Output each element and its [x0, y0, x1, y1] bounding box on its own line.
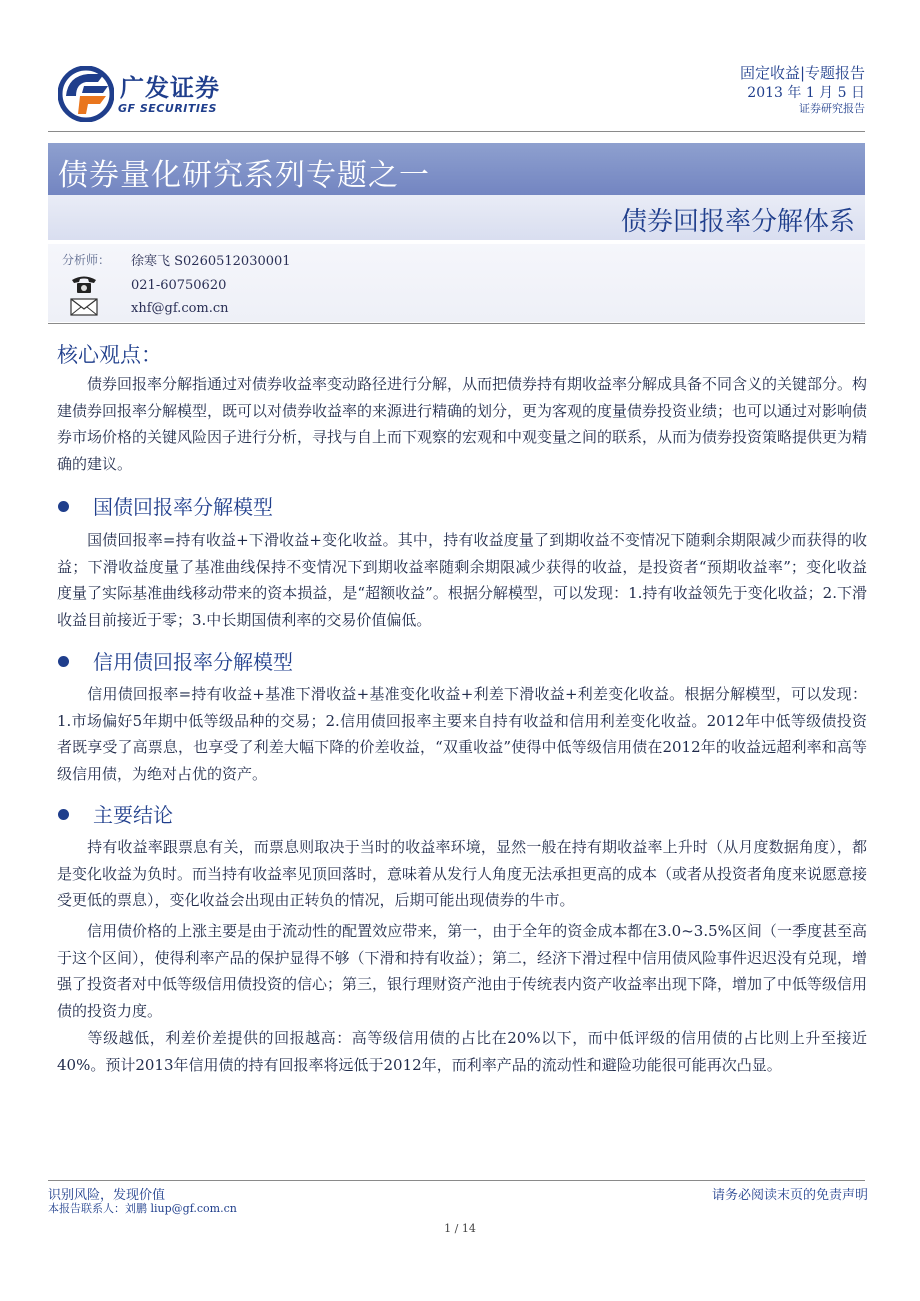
footer-disclaimer[interactable]: 请务必阅读末页的免责声明	[711, 1188, 868, 1203]
section-paragraph	[57, 918, 867, 1024]
section-title: 信用债回报率分解模型	[93, 650, 293, 674]
report-kind: 证券研究报告	[799, 101, 865, 115]
analyst-name: 徐寒飞 S0260512030001	[131, 254, 291, 269]
section-title: 主要结论	[93, 803, 173, 827]
section-title: 国债回报率分解模型	[93, 495, 273, 519]
section-heading-conclusion	[58, 799, 173, 828]
section-paragraph	[57, 681, 867, 787]
paragraph-text: 信用债回报率=持有收益+基准下滑收益+基准变化收益+利差下滑收益+利差变化收益。根据分解模型，可以发现：1.市场偏好5年期中低等级品种的交易；2.信用债回报率主要来自持有收益和信用利差变化收益。2012年中低等级债投资者既享受了高票息，也享受了利差大幅下降的价差收益，“双重收益”使得中低等级信用债在2012年的收益远超利率和高等级信用债，为绝对占优的资产。	[57, 685, 867, 783]
section-paragraph	[57, 834, 867, 914]
core-intro	[57, 371, 867, 477]
title-band	[48, 143, 865, 195]
section-paragraph	[57, 1025, 867, 1078]
analyst-phone: 021-60750620	[131, 278, 227, 293]
report-meta	[740, 64, 865, 116]
gf-logo-mark-icon	[58, 66, 114, 122]
paragraph-text: 等级越低，利差价差提供的回报越高：高等级信用债的占比在20%以下，而中低评级的信用债的占比则上升至接近40%。预计2013年信用债的持有回报率将远低于2012年，而利率产品的流动性和避险功能很可能再次凸显。	[57, 1029, 867, 1074]
bullet-dot-icon	[58, 809, 69, 820]
section-paragraph	[57, 527, 867, 633]
core-intro-text: 债券回报率分解指通过对债券收益率变动路径进行分解，从而把债券持有期收益率分解成具备不同含义的关键部分。构建债券回报率分解模型，既可以对债券收益率的来源进行精确的划分，更为客观的度量债券投资业绩；也可以通过对影响债券市场价格的关键风险因子进行分析，寻找与自上而下观察的宏观和中观变量之间的联系，从而为债券投资策略提供更为精确的建议。	[57, 375, 868, 473]
subtitle-band	[48, 195, 865, 242]
footer-slogan: 识别风险，发现价值	[48, 1188, 166, 1203]
telephone-icon	[70, 274, 98, 294]
bullet-dot-icon	[58, 656, 69, 667]
brand-name-en: GF SECURITIES	[118, 102, 217, 115]
footer-contact: 本报告联系人：刘鹏 liup@gf.com.cn	[48, 1202, 237, 1215]
analyst-info	[48, 244, 865, 322]
footer-divider	[48, 1180, 865, 1181]
analyst-label: 分析师：	[62, 253, 111, 267]
section-heading-treasury	[58, 491, 273, 520]
report-date: 2013 年 1 月 5 日	[747, 84, 865, 101]
report-type: 固定收益|专题报告	[739, 64, 865, 82]
paragraph-text: 信用债价格的上涨主要是由于流动性的配置效应带来，第一，由于全年的资金成本都在3.0~3.5%区间（一季度甚至高于这个区间），使得利率产品的保护显得不够（下滑和持有收益）；第二，经济下滑过程中信用债风险事件迟迟没有兑现，增强了投资者对中低等级信用债投资的信心；第三，银行理财资产池由于传统表内资产收益率出现下降，增加了中低等级信用债的投资力度。	[57, 922, 868, 1020]
core-heading: 核心观点：	[57, 343, 162, 367]
section-heading-credit	[58, 646, 293, 675]
bullet-dot-icon	[58, 501, 69, 512]
brand-name-cn: 广发证券	[120, 74, 220, 102]
paragraph-text: 国债回报率=持有收益+下滑收益+变化收益。其中，持有收益度量了到期收益不变情况下随剩余期限减少而获得的收益；下滑收益度量了基准曲线保持不变情况下到期收益率随剩余期限减少获得的收益，是投资者“预期收益率”；变化收益度量了实际基准曲线移动带来的资本损益，是“超额收益”。根据分解模型，可以发现：1.持有收益领先于变化收益；2.下滑收益目前接近于零；3.中长期国债利率的交易价值偏低。	[57, 531, 867, 629]
analyst-divider	[48, 323, 865, 324]
header-divider	[48, 131, 865, 132]
page-number: 1 / 14	[444, 1222, 476, 1235]
page-subtitle: 债券回报率分解体系	[620, 207, 855, 237]
paragraph-text: 持有收益率跟票息有关，而票息则取决于当时的收益率环境，显然一般在持有期收益率上升时（从月度数据角度），都是变化收益为负时。而当持有收益率见顶回落时，意味着从发行人角度无法承担更高的成本（或者从投资者角度来说愿意接受更低的票息），变化收益会出现由正转负的情况，后期可能出现债券的牛市。	[57, 838, 868, 909]
page-title: 债券量化研究系列专题之一	[58, 158, 430, 193]
analyst-email[interactable]: xhf@gf.com.cn	[131, 301, 229, 316]
envelope-icon	[70, 298, 98, 316]
gf-logo	[58, 66, 248, 126]
